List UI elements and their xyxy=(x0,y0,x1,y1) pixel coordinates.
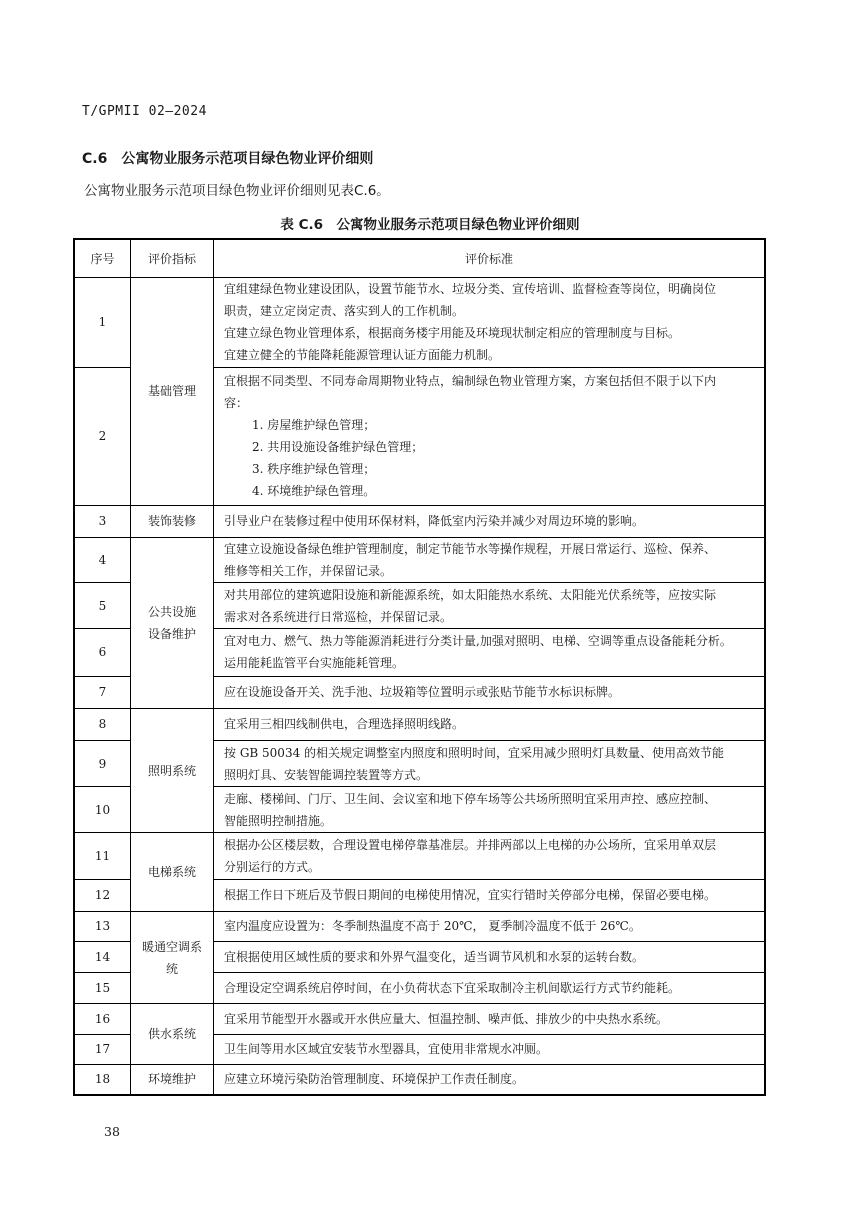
indicator-cell: 环境维护 xyxy=(131,1064,214,1094)
criteria-cell: 卫生间等用水区域宜安装节水型器具，宜使用非常规水冲厕。 xyxy=(214,1034,765,1064)
table-title: 表 C.6 公寓物业服务示范项目绿色物业评价细则 xyxy=(280,217,580,233)
row-number: 8 xyxy=(75,708,131,740)
indicator-cell: 照明系统 xyxy=(131,708,214,833)
table-row xyxy=(75,708,765,740)
row-number: 2 xyxy=(75,367,131,505)
table-row xyxy=(75,505,765,537)
indicator-cell: 装饰装修 xyxy=(131,505,214,537)
row-number: 3 xyxy=(75,505,131,537)
intro-paragraph: 公寓物业服务示范项目绿色物业评价细则见表C.6。 xyxy=(84,183,390,199)
table-row xyxy=(75,537,765,582)
row-number: 16 xyxy=(75,1004,131,1034)
criteria-cell: 宜组建绿色物业建设团队，设置节能节水、垃圾分类、宣传培训、监督检查等岗位，明确岗位 职责，建立定岗定责、落实到人的工作机制。 宜建立绿色物业管理体系，根据商务楼宇用能及环境现状制定相应的管理制度与目标。 宜建立健全的节能降耗能源管理认证方面能力机制。 xyxy=(214,278,765,368)
header-indicator: 评价指标 xyxy=(131,240,214,278)
row-number: 15 xyxy=(75,973,131,1004)
header-criteria: 评价标准 xyxy=(214,240,765,278)
table-header-row xyxy=(75,240,765,278)
table-row xyxy=(75,833,765,879)
criteria-cell: 宜建立设施设备绿色维护管理制度，制定节能节水等操作规程，开展日常运行、巡检、保养、 维修等相关工作，并保留记录。 xyxy=(214,537,765,582)
criteria-cell: 应在设施设备开关、洗手池、垃圾箱等位置明示或张贴节能节水标识标牌。 xyxy=(214,676,765,708)
criteria-cell: 应建立环境污染防治管理制度、环境保护工作责任制度。 xyxy=(214,1064,765,1094)
criteria-cell: 引导业户在装修过程中使用环保材料，降低室内污染并减少对周边环境的影响。 xyxy=(214,505,765,537)
criteria-cell: 宜根据使用区域性质的要求和外界气温变化，适当调节风机和水泵的运转台数。 xyxy=(214,942,765,973)
row-number: 13 xyxy=(75,911,131,941)
indicator-cell: 基础管理 xyxy=(131,278,214,505)
header-number: 序号 xyxy=(75,240,131,278)
criteria-cell: 室内温度应设置为：冬季制热温度不高于 20℃， 夏季制冷温度不低于 26℃。 xyxy=(214,911,765,941)
row-number: 4 xyxy=(75,537,131,582)
row-number: 14 xyxy=(75,942,131,973)
criteria-cell: 宜采用三相四线制供电，合理选择照明线路。 xyxy=(214,708,765,740)
row-number: 11 xyxy=(75,833,131,879)
section-title: C.6 公寓物业服务示范项目绿色物业评价细则 xyxy=(82,151,374,167)
table-row xyxy=(75,911,765,941)
criteria-cell: 根据工作日下班后及节假日期间的电梯使用情况，宜实行错时关停部分电梯，保留必要电梯。 xyxy=(214,879,765,911)
row-number: 6 xyxy=(75,629,131,676)
table-row xyxy=(75,1064,765,1094)
row-number: 12 xyxy=(75,879,131,911)
evaluation-table xyxy=(73,238,766,1096)
row-number: 10 xyxy=(75,787,131,833)
document-code: T/GPMII 02—2024 xyxy=(82,104,207,119)
criteria-cell: 根据办公区楼层数，合理设置电梯停靠基准层。并排两部以上电梯的办公场所，宜采用单双层 分别运行的方式。 xyxy=(214,833,765,879)
criteria-cell: 宜采用节能型开水器或开水供应量大、恒温控制、噪声低、排放少的中央热水系统。 xyxy=(214,1004,765,1034)
row-number: 18 xyxy=(75,1064,131,1094)
row-number: 17 xyxy=(75,1034,131,1064)
row-number: 9 xyxy=(75,740,131,786)
table-row xyxy=(75,1004,765,1034)
criteria-cell: 宜对电力、燃气、热力等能源消耗进行分类计量,加强对照明、电梯、空调等重点设备能耗分析。 运用能耗监管平台实施能耗管理。 xyxy=(214,629,765,676)
indicator-cell: 公共设施设备维护 xyxy=(131,537,214,708)
row-number: 1 xyxy=(75,278,131,368)
row-number: 7 xyxy=(75,676,131,708)
page-number: 38 xyxy=(104,1124,120,1139)
criteria-cell: 走廊、楼梯间、门厅、卫生间、会议室和地下停车场等公共场所照明宜采用声控、感应控制、 智能照明控制措施。 xyxy=(214,787,765,833)
criteria-cell: 宜根据不同类型、不同寿命周期物业特点，编制绿色物业管理方案，方案包括但不限于以下内 容： 1. 房屋维护绿色管理； 2. 共用设施设备维护绿色管理； 3. 秩序维护绿色管理； 4. 环境维护绿色管理。 xyxy=(214,367,765,505)
criteria-cell: 对共用部位的建筑遮阳设施和新能源系统，如太阳能热水系统、太阳能光伏系统等，应按实际 需求对各系统进行日常巡检，并保留记录。 xyxy=(214,582,765,628)
criteria-cell: 合理设定空调系统启停时间，在小负荷状态下宜采取制冷主机间歇运行方式节约能耗。 xyxy=(214,973,765,1004)
criteria-cell: 按 GB 50034 的相关规定调整室内照度和照明时间，宜采用减少照明灯具数量、使用高效节能 照明灯具、安装智能调控装置等方式。 xyxy=(214,740,765,786)
indicator-cell: 供水系统 xyxy=(131,1004,214,1064)
row-number: 5 xyxy=(75,582,131,628)
table-row xyxy=(75,278,765,368)
indicator-cell: 电梯系统 xyxy=(131,833,214,911)
indicator-cell: 暖通空调系统 xyxy=(131,911,214,1004)
